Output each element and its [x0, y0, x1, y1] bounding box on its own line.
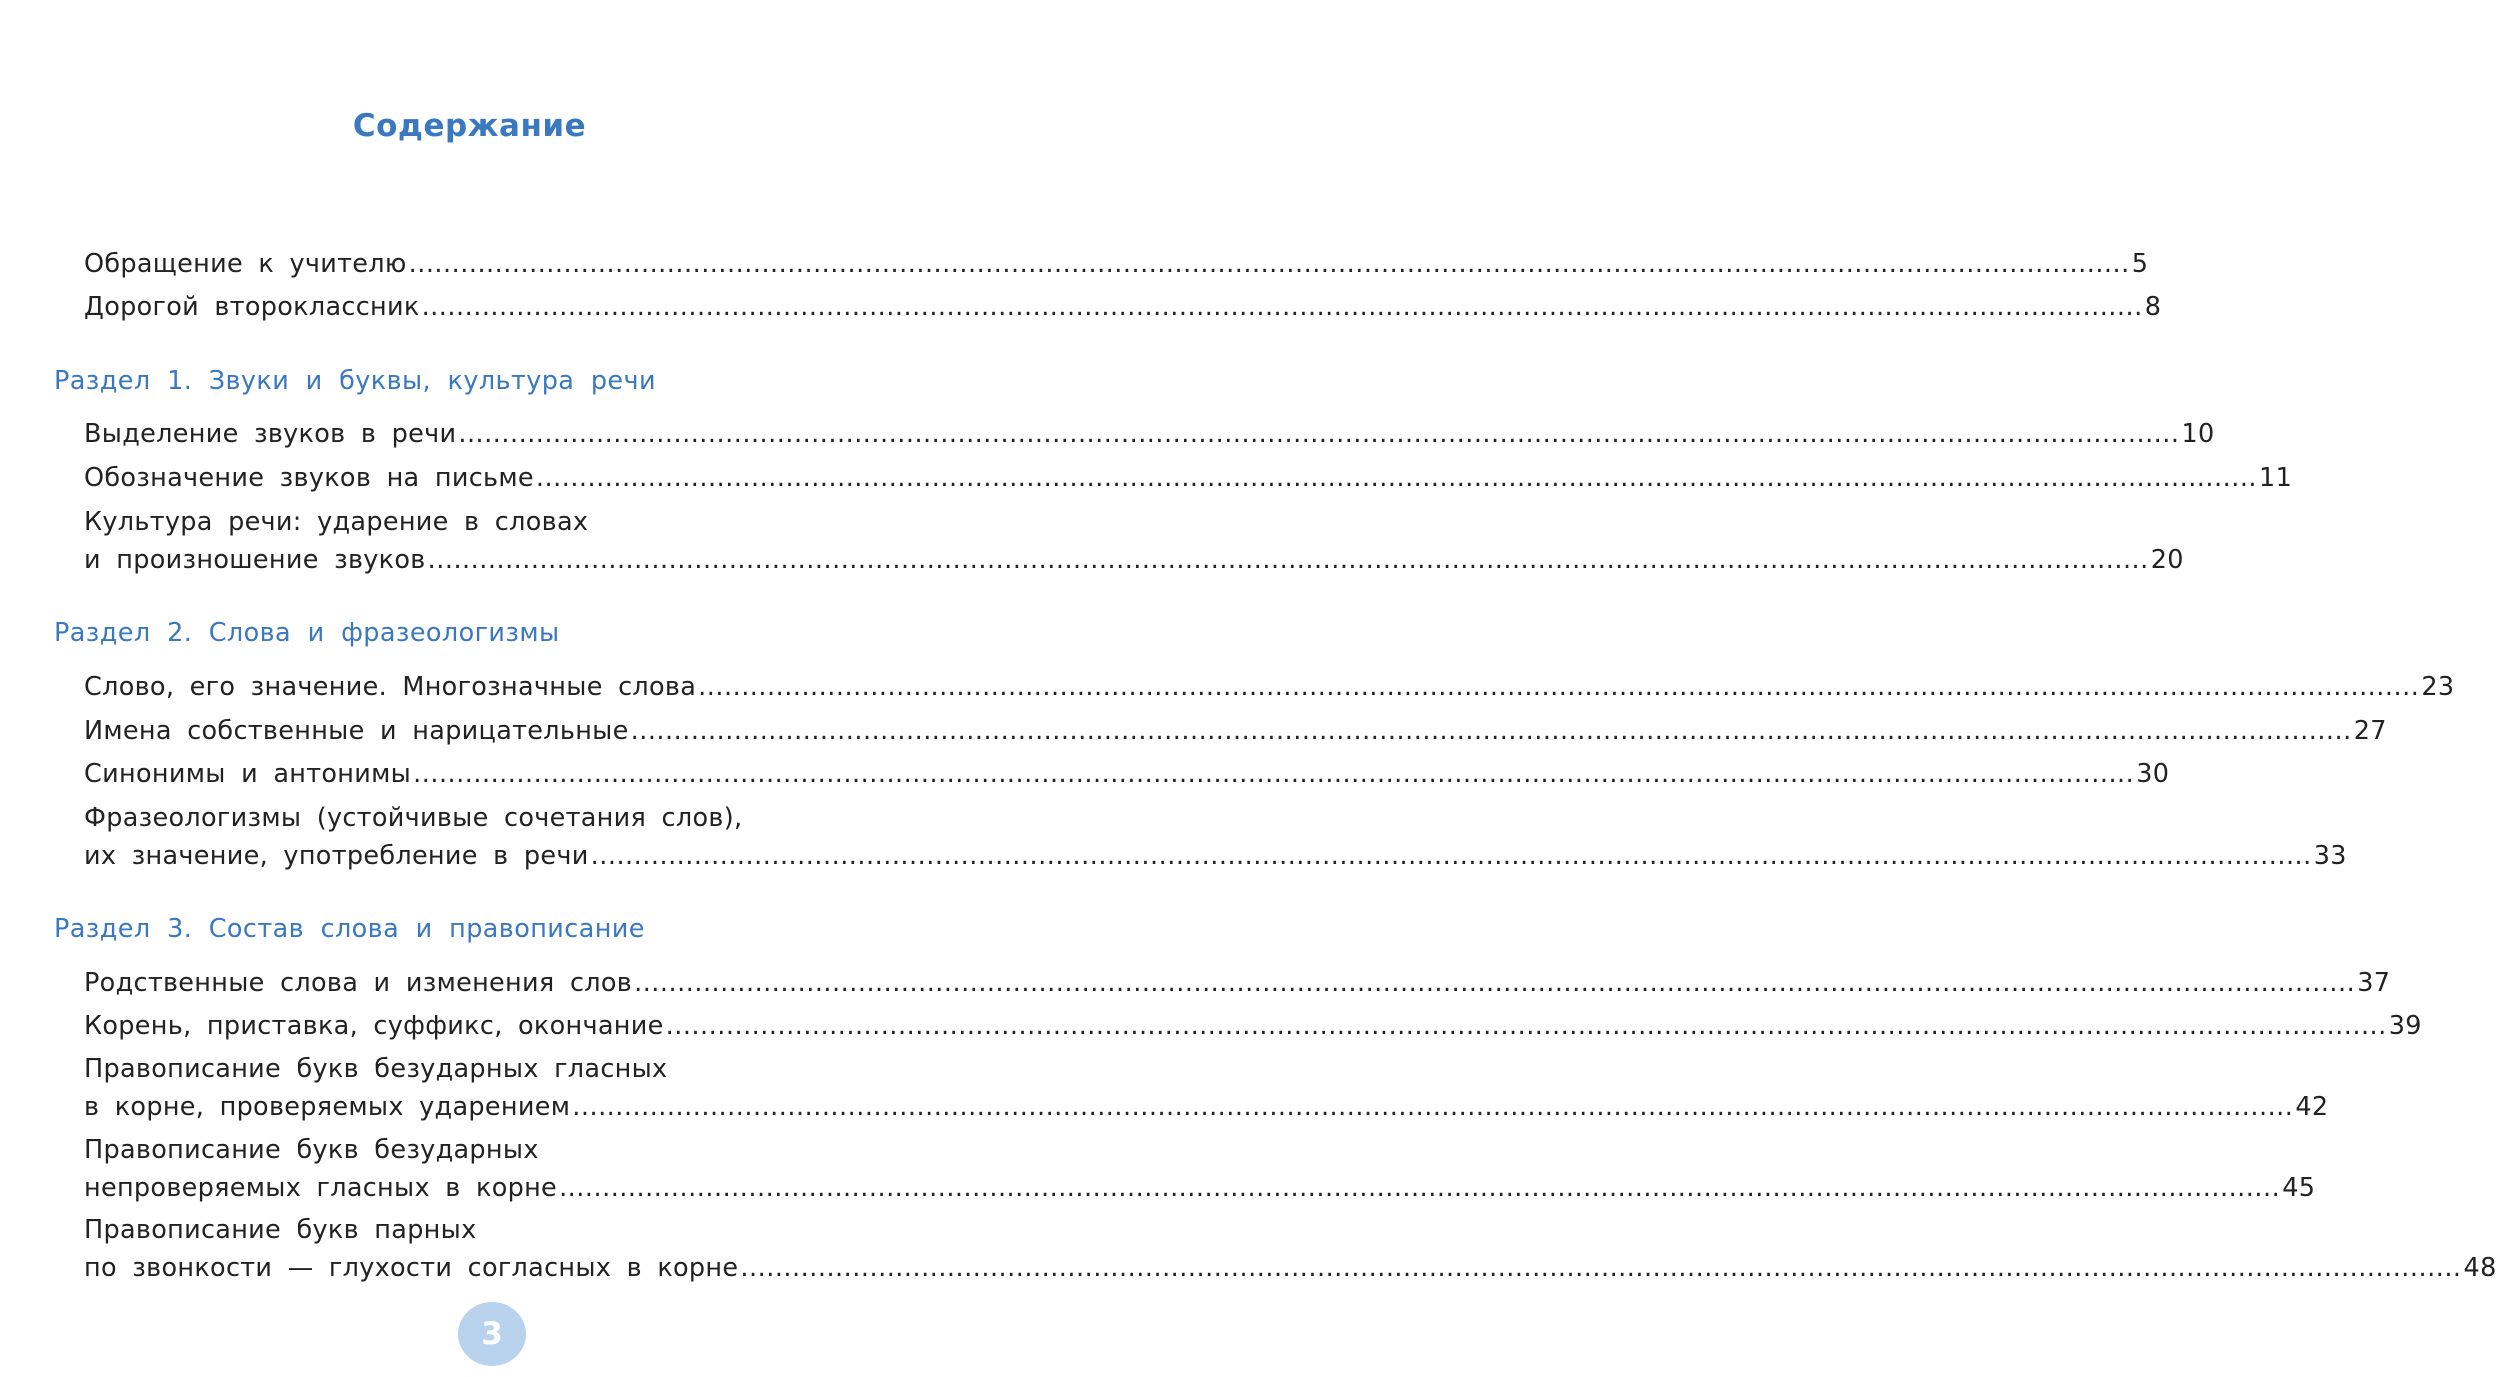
leader-dots: ........................................................................................................................................................................................................ [408, 249, 2130, 279]
leader-dots: ........................................................................................................................................................................................................ [740, 1253, 2462, 1283]
toc-entry-label: непроверяемых гласных в корне [84, 1173, 558, 1203]
toc-page-number: 37 [2357, 968, 2391, 998]
toc-entry-label: Имена собственные и нарицательные [84, 716, 629, 746]
toc-entry[interactable] [84, 245, 2149, 283]
toc-page-number: 11 [2259, 463, 2293, 493]
toc-entry-label: Синонимы и антонимы [84, 759, 412, 789]
page-number-badge: 3 [458, 1302, 526, 1366]
toc-entry-label-line1: Правописание букв парных [84, 1215, 477, 1245]
leader-dots: ........................................................................................................................................................................................................ [535, 463, 2258, 493]
toc-entry[interactable] [84, 755, 2170, 793]
toc-page-number: 39 [2388, 1011, 2422, 1041]
toc-entry[interactable] [84, 712, 2387, 750]
section-heading-2: Раздел 2. Слова и фразеологизмы [54, 618, 560, 648]
toc-page-number: 45 [2282, 1173, 2316, 1203]
toc-page-number: 5 [2131, 249, 2149, 279]
leader-dots: ........................................................................................................................................................................................................ [572, 1092, 2294, 1122]
toc-page-number: 48 [2463, 1253, 2497, 1283]
toc-page-number: 8 [2144, 292, 2162, 322]
leader-dots: ........................................................................................................................................................................................................ [630, 716, 2352, 746]
toc-entry[interactable] [84, 503, 2184, 579]
leader-dots: ........................................................................................................................................................................................................ [634, 968, 2356, 998]
toc-page-number: 27 [2353, 716, 2387, 746]
toc-page-number: 10 [2181, 419, 2215, 449]
toc-entry-label-line1: Фразеологизмы (устойчивые сочетания слов), [84, 803, 743, 833]
leader-dots: ........................................................................................................................................................................................................ [698, 672, 2420, 702]
page-title: Содержание [352, 108, 587, 144]
leader-dots: ........................................................................................................................................................................................................ [458, 419, 2180, 449]
toc-entry-label: Обозначение звуков на письме [84, 463, 534, 493]
toc-entry[interactable] [84, 1131, 2316, 1207]
toc-page-number: 42 [2295, 1092, 2329, 1122]
toc-entry[interactable] [84, 668, 2455, 706]
toc-entry-label: Дорогой второклассник [84, 292, 420, 322]
toc-entry-label-line1: Правописание букв безударных [84, 1135, 539, 1165]
toc-entry-label: Корень, приставка, суффикс, окончание [84, 1011, 664, 1041]
toc-entry-label: Обращение к учителю [84, 249, 407, 279]
toc-page-number: 33 [2313, 841, 2347, 871]
toc-page-number: 20 [2150, 545, 2184, 575]
leader-dots: ........................................................................................................................................................................................................ [590, 841, 2312, 871]
toc-entry[interactable] [84, 415, 2215, 453]
toc-entry-label: их значение, употребление в речи [84, 841, 589, 871]
leader-dots: ........................................................................................................................................................................................................ [427, 545, 2149, 575]
toc-entry-label: в корне, проверяемых ударением [84, 1092, 571, 1122]
leader-dots: ........................................................................................................................................................................................................ [421, 292, 2143, 322]
toc-entry-label: Выделение звуков в речи [84, 419, 457, 449]
section-heading-3: Раздел 3. Состав слова и правописание [54, 914, 645, 944]
toc-entry[interactable] [84, 1050, 2329, 1126]
toc-entry[interactable] [84, 799, 2347, 875]
toc-entry-label-line1: Культура речи: ударение в словах [84, 507, 589, 537]
toc-entry-label: Слово, его значение. Многозначные слова [84, 672, 697, 702]
toc-entry-label: Родственные слова и изменения слов [84, 968, 633, 998]
toc-entry[interactable] [84, 964, 2391, 1002]
leader-dots: ........................................................................................................................................................................................................ [665, 1011, 2387, 1041]
leader-dots: ........................................................................................................................................................................................................ [559, 1173, 2281, 1203]
section-heading-1: Раздел 1. Звуки и буквы, культура речи [54, 366, 656, 396]
toc-entry[interactable] [84, 1211, 2497, 1287]
toc-entry-label: и произношение звуков [84, 545, 426, 575]
toc-entry[interactable] [84, 459, 2293, 497]
toc-entry-label: по звонкости — глухости согласных в корне [84, 1253, 739, 1283]
toc-entry[interactable] [84, 1007, 2422, 1045]
toc-page-number: 30 [2136, 759, 2170, 789]
toc-page-number: 23 [2421, 672, 2455, 702]
toc-entry[interactable] [84, 288, 2162, 326]
leader-dots: ........................................................................................................................................................................................................ [413, 759, 2135, 789]
toc-entry-label-line1: Правописание букв безударных гласных [84, 1054, 668, 1084]
